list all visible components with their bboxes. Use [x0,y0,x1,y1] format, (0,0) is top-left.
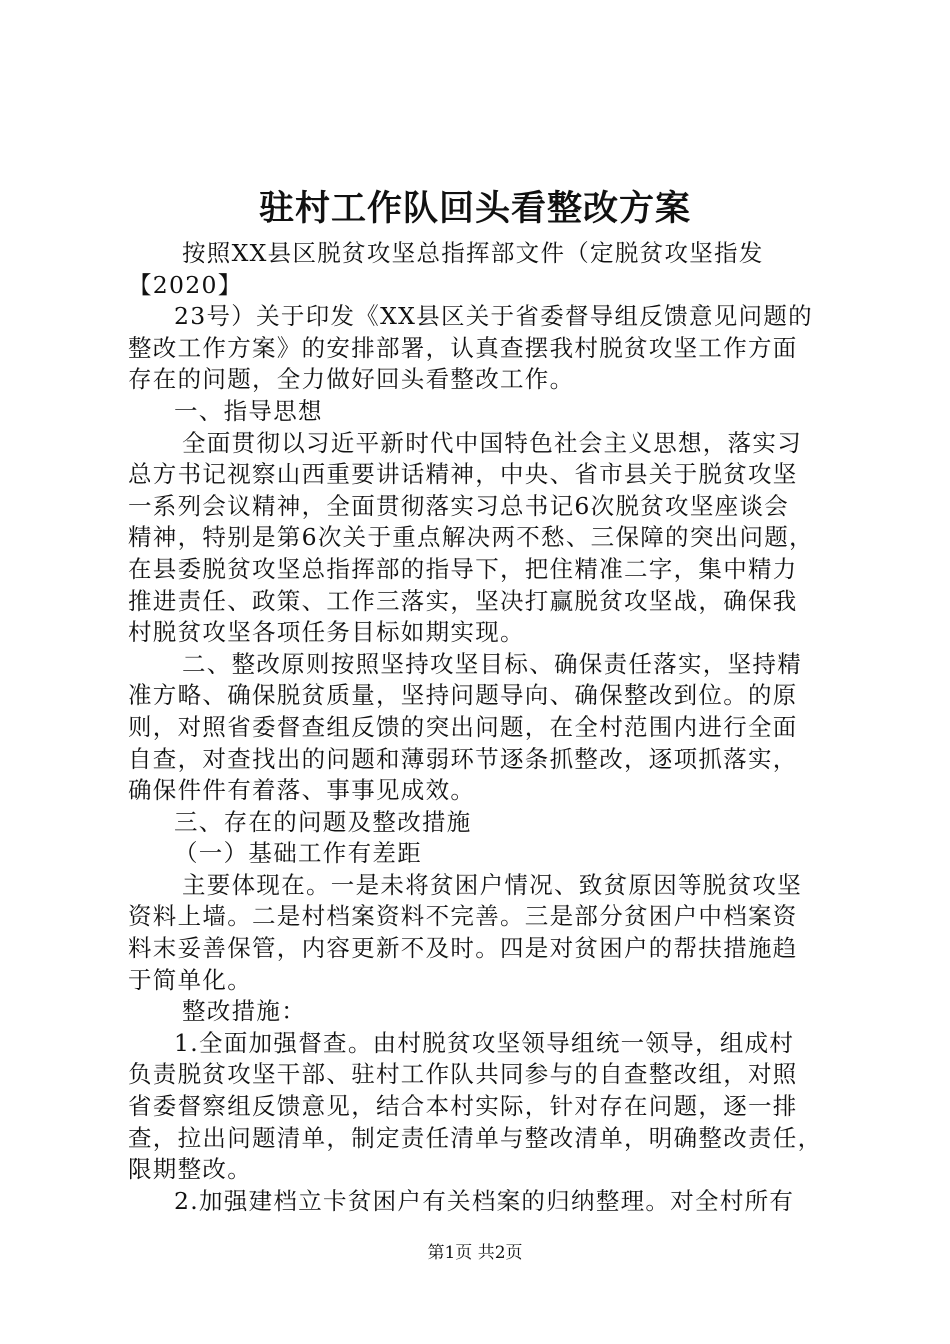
body-line: 整改工作方案》的安排部署，认真查摆我村脱贫攻坚工作方面 [128,333,798,362]
body-line: 按照XX县区脱贫攻坚总指挥部文件（定脱贫攻坚指发 [182,239,764,267]
body-line: 推进责任、政策、工作三落实，坚决打赢脱贫攻坚战，确保我 [128,586,798,615]
page-number-footer: 第1页 共2页 [427,1243,523,1263]
body-line: 全面贯彻以习近平新时代中国特色社会主义思想，落实习 [182,428,802,457]
body-line: 村脱贫攻坚各项任务目标如期实现。 [128,618,525,647]
body-line: 在县委脱贫攻坚总指挥部的指导下，把住精准二字，集中精力 [128,554,798,583]
section-heading: 二、整改原则按照坚持攻坚目标、确保责任落实，坚持精 [182,649,802,678]
document-title: 驻村工作队回头看整改方案 [258,188,691,229]
document-body [128,238,832,1217]
body-line: 自查，对查找出的问题和薄弱环节逐条抓整改，逐项抓落实， [128,744,798,773]
body-line: 【2020】 [128,270,243,299]
body-line: 则，对照省委督查组反馈的突出问题，在全村范围内进行全面 [128,712,798,741]
body-line: 总方书记视察山西重要讲话精神，中央、省市县关于脱贫攻坚 [128,460,798,489]
body-line: 准方略、确保脱贫质量，坚持问题导向、确保整改到位。的原 [128,681,798,710]
body-line: 限期整改。 [128,1155,252,1184]
body-line: 2.加强建档立卡贫困户有关档案的归纳整理。对全村所有 [174,1186,795,1215]
body-line: 省委督察组反馈意见，结合本村实际，针对存在问题，逐一排 [128,1092,798,1121]
body-line: 确保件件有着落、事事见成效。 [128,776,476,805]
body-line: 1.全面加强督查。由村脱贫攻坚领导组统一领导，组成村 [174,1028,795,1057]
section-heading: 一、指导思想 [174,396,323,425]
body-line: 料末妥善保管，内容更新不及时。四是对贫困户的帮扶措施趋 [128,934,798,963]
subsection-heading: （一）基础工作有差距 [174,839,422,868]
body-line: 一系列会议精神，全面贯彻落实习总书记6次脱贫攻坚座谈会 [128,491,790,520]
body-line: 主要体现在。一是未将贫困户情况、致贫原因等脱贫攻坚 [182,870,802,899]
body-line: 23号）关于印发《XX县区关于省委督导组反馈意见问题的 [174,302,813,331]
body-line: 精神，特别是第6次关于重点解决两不愁、三保障的突出问题， [128,523,814,552]
body-line: 于简单化。 [128,965,252,994]
body-line: 资料上墙。二是村档案资料不完善。三是部分贫困户中档案资 [128,902,798,931]
body-line: 负责脱贫攻坚干部、驻村工作队共同参与的自查整改组，对照 [128,1060,798,1089]
body-line: 查，拉出问题清单，制定责任清单与整改清单，明确整改责任， [128,1123,823,1152]
body-line: 存在的问题，全力做好回头看整改工作。 [128,365,575,394]
body-line: 整改措施： [182,997,306,1026]
section-heading: 三、存在的问题及整改措施 [174,807,472,836]
